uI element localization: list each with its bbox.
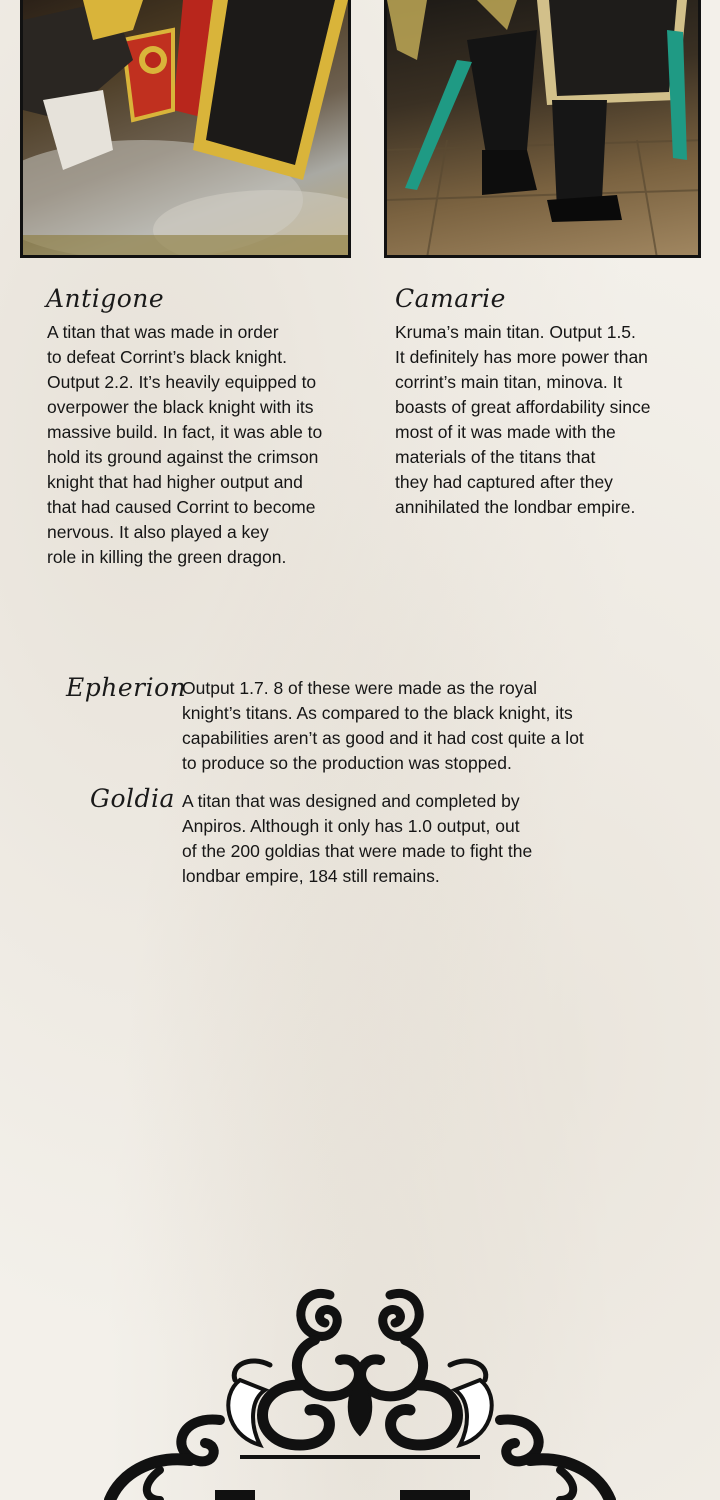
epherion-line: knight’s titans. As compared to the black knight, its xyxy=(182,703,573,723)
epherion-line: capabilities aren’t as good and it had cost quite a lot xyxy=(182,728,584,748)
antigone-illustration-panel xyxy=(20,0,351,258)
antigone-line: overpower the black knight with its xyxy=(47,397,314,417)
epherion-name: Epherion xyxy=(66,673,187,702)
antigone-line: hold its ground against the crimson xyxy=(47,447,319,467)
antigone-line: role in killing the green dragon. xyxy=(47,547,287,567)
epherion-line: to produce so the production was stopped. xyxy=(182,753,512,773)
camarie-line: annihilated the londbar empire. xyxy=(395,497,636,517)
camarie-line: they had captured after they xyxy=(395,472,613,492)
antigone-name: Antigone xyxy=(46,284,165,313)
antigone-titan-illustration xyxy=(23,0,351,258)
goldia-line: londbar empire, 184 still remains. xyxy=(182,866,440,886)
camarie-name: Camarie xyxy=(395,284,506,313)
camarie-line: materials of the titans that xyxy=(395,447,596,467)
camarie-illustration-panel xyxy=(384,0,701,258)
epherion-description xyxy=(182,676,584,776)
camarie-line: corrint’s main titan, minova. It xyxy=(395,372,623,392)
antigone-line: nervous. It also played a key xyxy=(47,522,269,542)
goldia-line: A titan that was designed and completed by xyxy=(182,791,520,811)
goldia-line: Anpiros. Although it only has 1.0 output, out xyxy=(182,816,520,836)
camarie-titan-illustration xyxy=(387,0,701,258)
antigone-line: to defeat Corrint’s black knight. xyxy=(47,347,287,367)
antigone-line: A titan that was made in order xyxy=(47,322,279,342)
antigone-line: knight that had higher output and xyxy=(47,472,303,492)
camarie-description xyxy=(395,320,651,520)
camarie-line: most of it was made with the xyxy=(395,422,616,442)
camarie-line: boasts of great affordability since xyxy=(395,397,651,417)
goldia-line: of the 200 goldias that were made to fight the xyxy=(182,841,533,861)
baroque-ornament xyxy=(100,1285,620,1500)
camarie-line: It definitely has more power than xyxy=(395,347,648,367)
antigone-description xyxy=(47,320,322,570)
goldia-description xyxy=(182,789,532,889)
epherion-line: Output 1.7. 8 of these were made as the royal xyxy=(182,678,538,698)
antigone-line: Output 2.2. It’s heavily equipped to xyxy=(47,372,317,392)
antigone-line: that had caused Corrint to become xyxy=(47,497,316,517)
antigone-line: massive build. In fact, it was able to xyxy=(47,422,323,442)
goldia-name: Goldia xyxy=(90,784,175,813)
camarie-line: Kruma’s main titan. Output 1.5. xyxy=(395,322,636,342)
